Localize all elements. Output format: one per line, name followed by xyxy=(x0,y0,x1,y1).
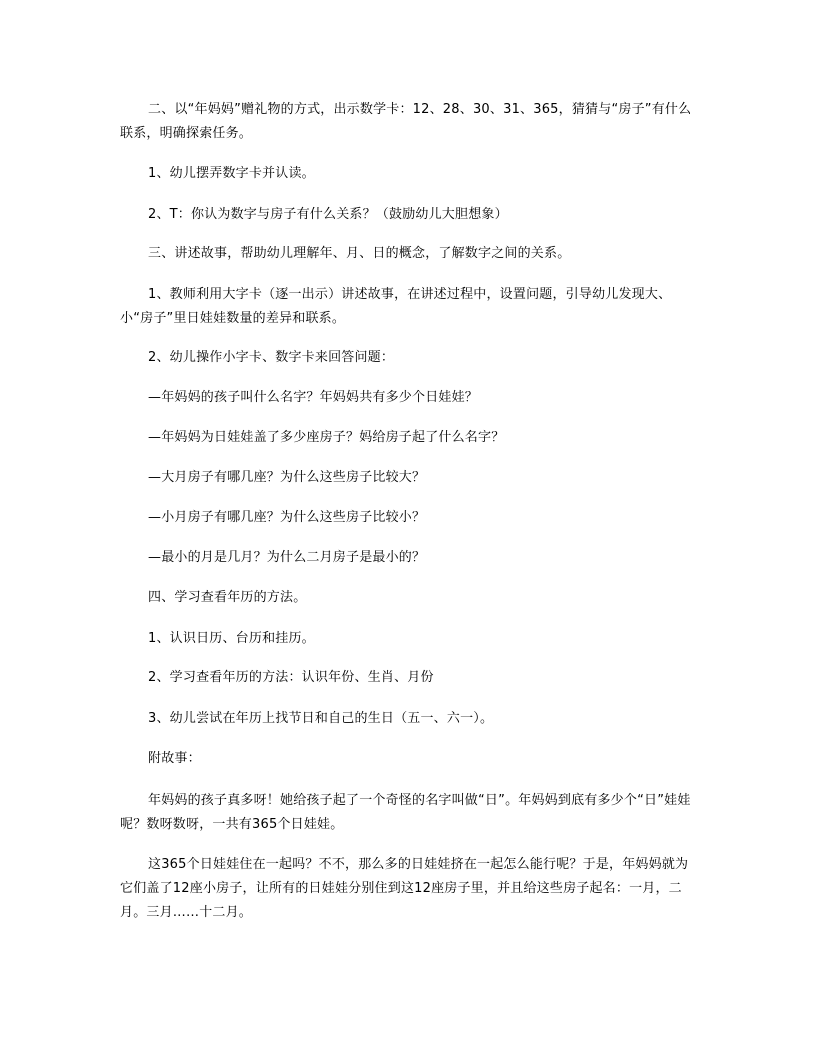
paragraph-5: 1、认识日历、台历和挂历。 xyxy=(148,631,315,646)
story-paragraph-1: 年妈妈的孩子真多呀！她给孩子起了一个奇怪的名字叫做“日”。年妈妈到底有多少个“日”娃娃呢？数呀数呀，一共有365个日娃娃。 xyxy=(120,793,691,832)
paragraph-2: 2、T：你认为数字与房子有什么关系？（鼓励幼儿大胆想象） xyxy=(148,207,508,222)
paragraph-3: 1、教师利用大字卡（逐一出示）讲述故事，在讲述过程中，设置问题，引导幼儿发现大、小“房子”里日娃娃数量的差异和联系。 xyxy=(120,287,672,326)
question-1: —年妈妈的孩子叫什么名字？年妈妈共有多少个日娃娃？ xyxy=(148,390,479,405)
question-3: —大月房子有哪几座？为什么这些房子比较大？ xyxy=(148,470,426,485)
paragraph-7: 3、幼儿尝试在年历上找节日和自己的生日（五一、六一）。 xyxy=(148,711,494,726)
question-5: —最小的月是几月？为什么二月房子是最小的？ xyxy=(148,550,426,565)
story-paragraph-2: 这365个日娃娃住在一起吗？不不，那么多的日娃娃挤在一起怎么能行呢？于是，年妈妈就为它们盖了12座小房子，让所有的日娃娃分别住到这12座房子里，并且给这些房子起名：一月，二月。三月……十二月。 xyxy=(120,857,689,920)
paragraph-1: 1、幼儿摆弄数字卡并认读。 xyxy=(148,166,315,181)
paragraph-6: 2、学习查看年历的方法：认识年份、生肖、月份 xyxy=(148,670,434,685)
paragraph-4: 2、幼儿操作小字卡、数字卡来回答问题： xyxy=(148,350,395,365)
section-two-heading: 二、以“年妈妈”赠礼物的方式，出示数学卡：12、28、30、31、365，猜猜与“房子”有什么联系，明确探索任务。 xyxy=(120,102,692,141)
story-heading: 附故事： xyxy=(148,751,201,766)
question-4: —小月房子有哪几座？为什么这些房子比较小？ xyxy=(148,510,426,525)
section-three-heading: 三、讲述故事，帮助幼儿理解年、月、日的概念，了解数字之间的关系。 xyxy=(148,246,571,261)
section-four-heading: 四、学习查看年历的方法。 xyxy=(148,590,307,605)
question-2: —年妈妈为日娃娃盖了多少座房子？妈给房子起了什么名字？ xyxy=(148,430,505,445)
